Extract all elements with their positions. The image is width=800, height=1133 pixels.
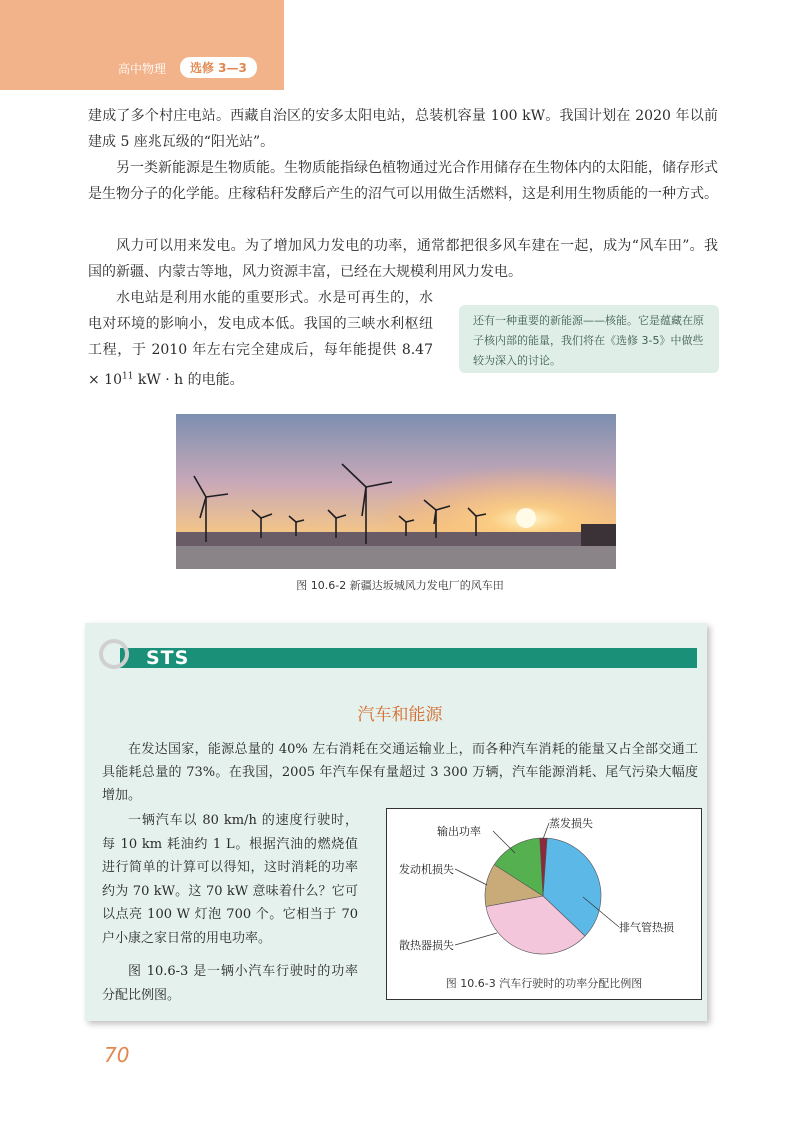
hydro-text: 水电站是利用水能的重要形式。水是可再生的，水电对环境的影响小，发电成本低。我国的三峡水利枢纽工程，于 2010 年左右完全建成后，每年能提供 (88, 290, 433, 358)
sts-title: 汽车和能源 (357, 705, 443, 725)
energy-value: $8.47 \times 10^{11}$ kW · h 的电能。 (88, 342, 433, 388)
sts-label: STS (146, 647, 190, 669)
sts-paragraph-2: 一辆汽车以 80 km/h 的速度行驶时，每 10 km 耗油约 1 L。根据汽油的燃烧值进行简单的计算可以得知，这时消耗的功率约为 70 kW。这 70 kW 意味着什么？它可以点亮 100 W 灯泡 700 个。它相当于 70 户小康之家日常的用电功率。 (102, 813, 358, 946)
pie-label: 输出功率 (437, 825, 481, 838)
sts-paragraph-3: 图 10.6-3 是一辆小汽车行驶时的功率分配比例图。 (102, 964, 358, 1003)
course-title: 高中物理 (118, 62, 167, 76)
pie-label: 蒸发损失 (549, 817, 593, 830)
pie-leader-line (493, 831, 515, 853)
power-distribution-chart (386, 808, 702, 1000)
sidenote-text: 还有一种重要的新能源——核能。它是蕴藏在原子核内部的能量，我们将在《选修 3-5》中做些较为深入的讨论。 (473, 314, 704, 367)
pie-label: 发动机损失 (399, 863, 454, 876)
pie-label: 排气管热损 (619, 921, 674, 934)
paragraph-solar: 建成了多个村庄电站。西藏自治区的安多太阳电站，总装机容量 100 kW。我国计划在 2020 年以前建成 5 座兆瓦级的“阳光站”。 (88, 108, 718, 150)
pie-chart (387, 809, 701, 971)
sts-ring-icon (96, 638, 136, 674)
pie-leader-line (455, 933, 497, 945)
pie-leader-line (455, 869, 487, 885)
wind-farm-photo (176, 414, 616, 569)
volume-badge: 选修 3—3 (180, 57, 257, 78)
chart-title: 图 10.6-3 汽车行驶时的功率分配比例图 (445, 977, 643, 990)
nuclear-sidenote (459, 305, 719, 373)
pie-label: 散热器损失 (399, 939, 454, 952)
paragraph-wind: 风力可以用来发电。为了增加风力发电的功率，通常都把很多风车建在一起，成为“风车田”。我国的新疆、内蒙古等地，风力资源丰富，已经在大规模利用风力发电。 (88, 238, 718, 280)
paragraph-biomass: 另一类新能源是生物质能。生物质能指绿色植物通过光合作用储存在生物体内的太阳能，储存形式是生物分子的化学能。庄稼秸秆发酵后产生的沼气可以用做生活燃料，这是利用生物质能的一种方式。 (88, 160, 718, 202)
sts-paragraph-1: 在发达国家，能源总量的 40% 左右消耗在交通运输业上，而各种汽车消耗的能量又占全部交通工具能耗总量的 73%。在我国，2005 年汽车保有量超过 3 300 万辆，汽车能源消耗、尾气污染大幅度增加。 (102, 742, 698, 803)
sts-bar (120, 648, 697, 668)
page-number: 70 (104, 1043, 130, 1067)
paragraph-hydro (88, 285, 433, 393)
figure-caption-wind: 图 10.6-2 新疆达坂城风力发电厂的风车田 (296, 579, 504, 592)
